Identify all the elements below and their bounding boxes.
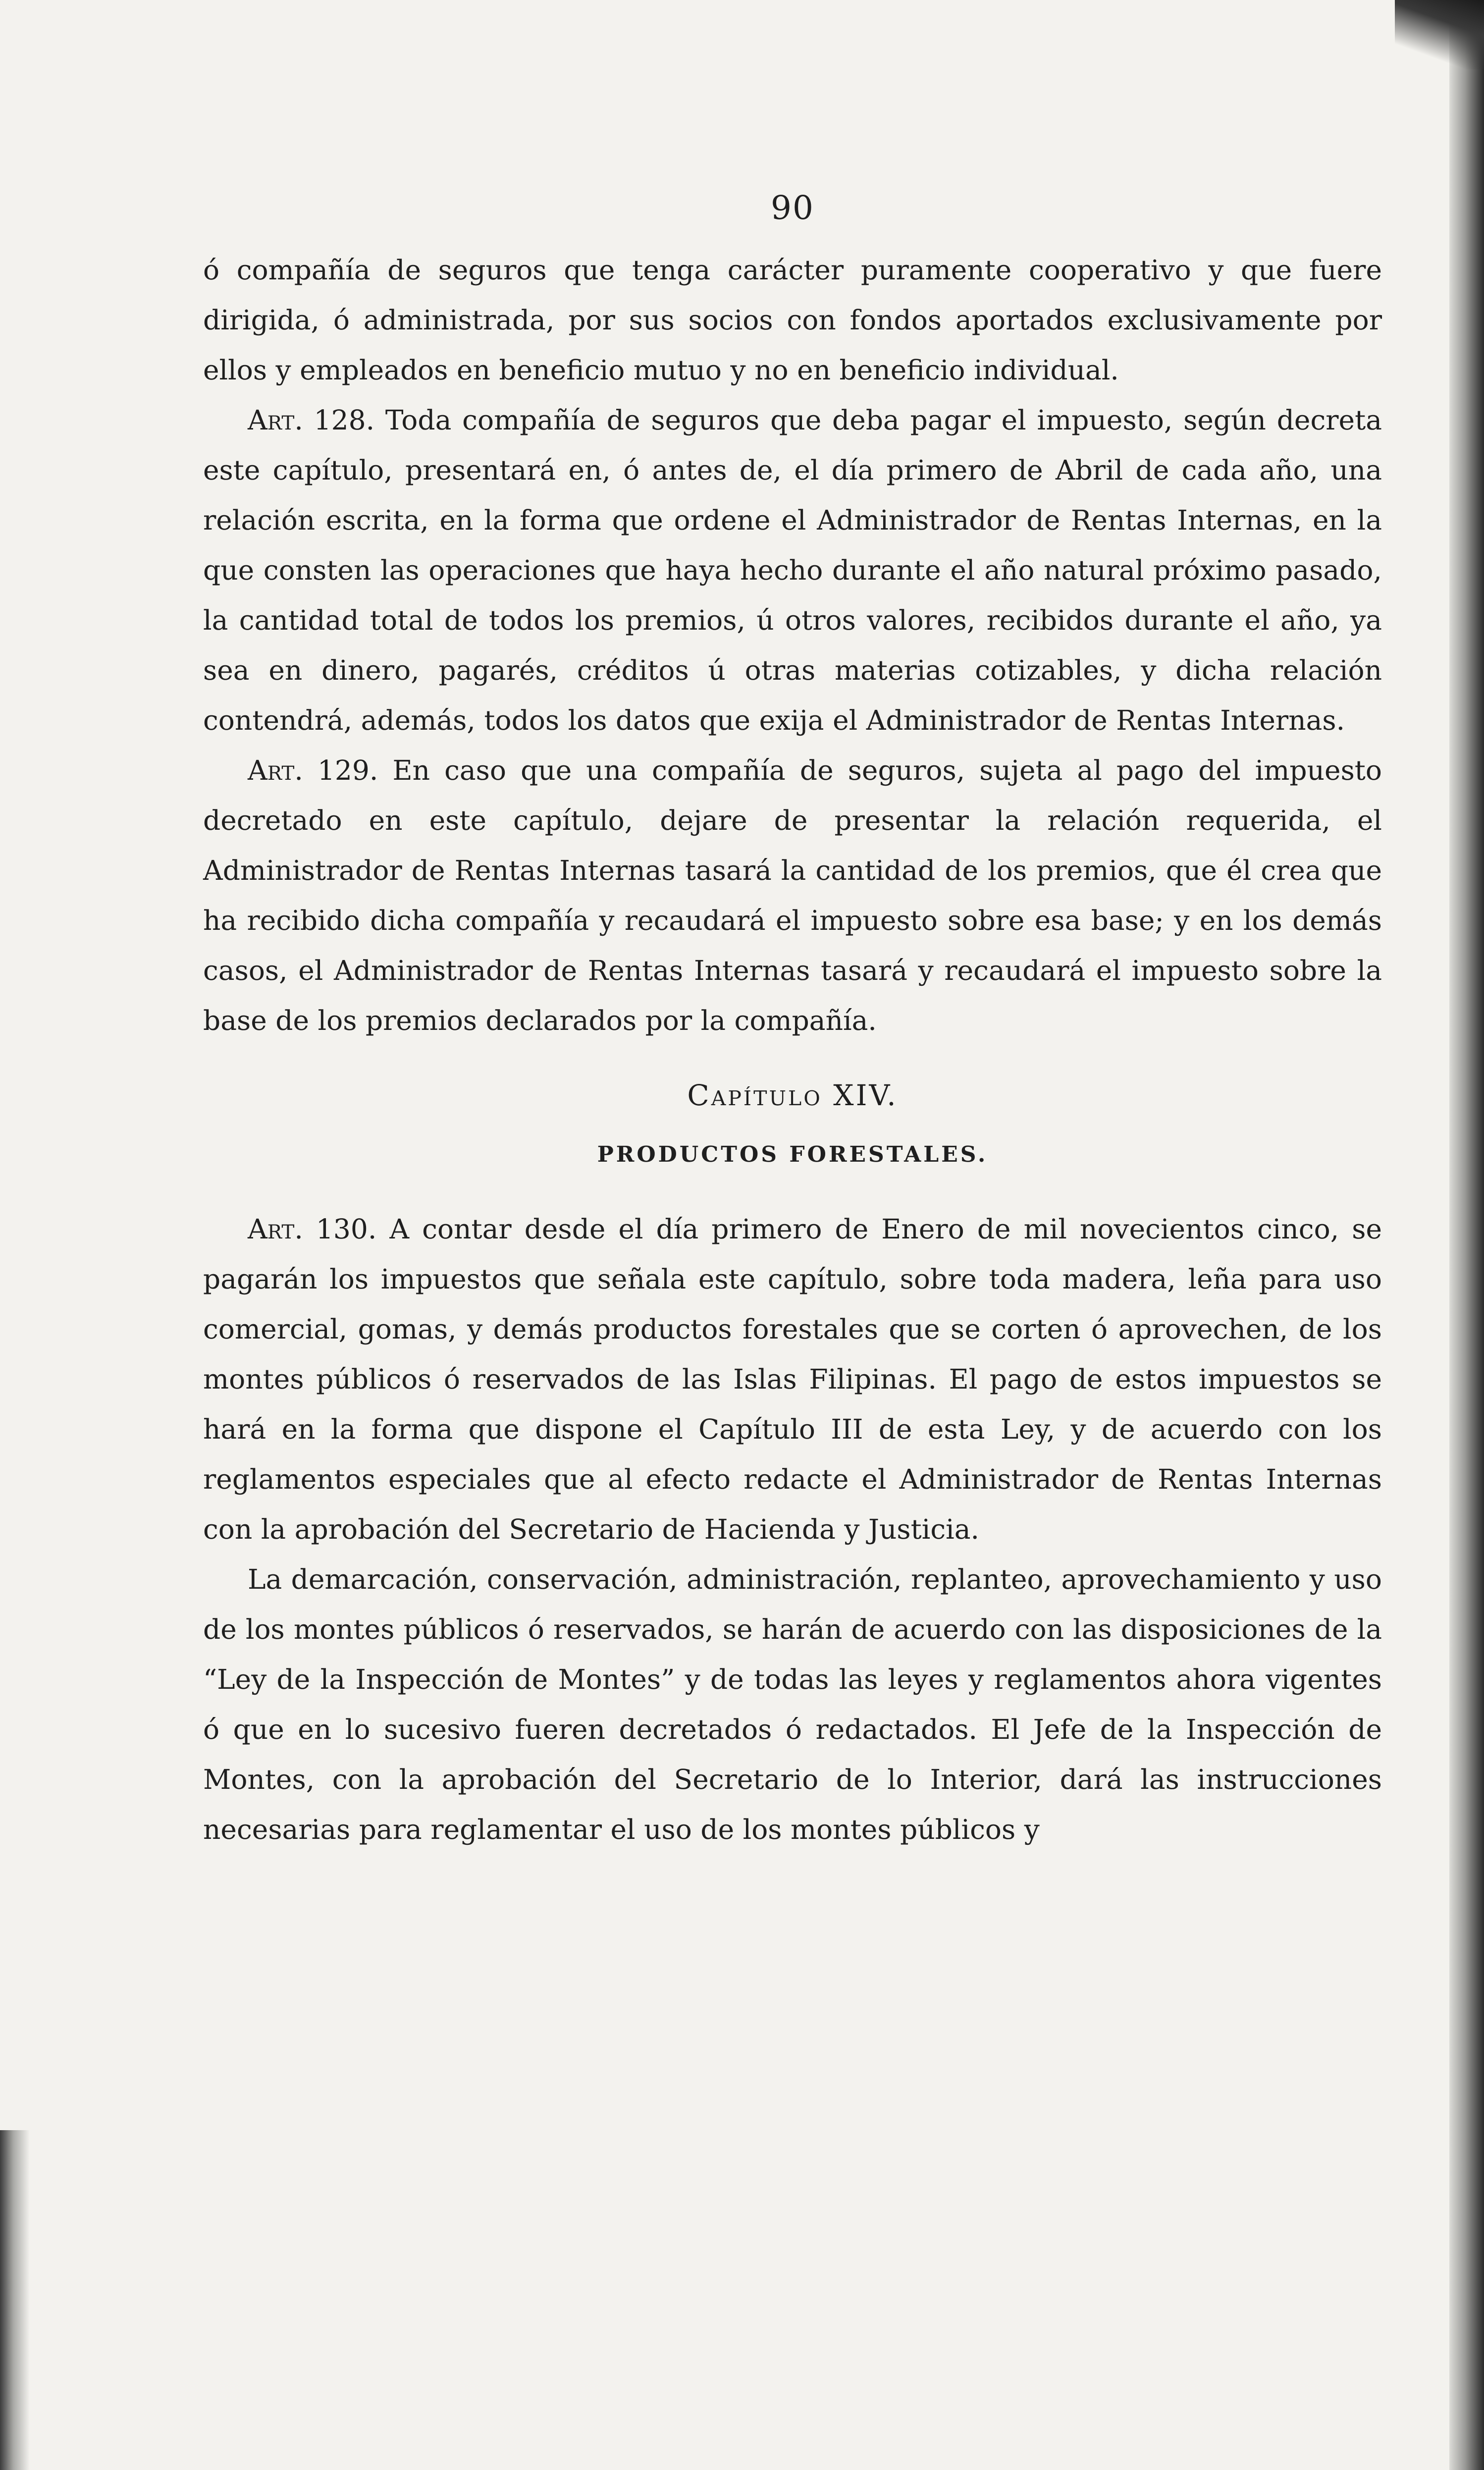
article-label: Art. 129. [248,754,378,786]
article-text: A contar desde el día primero de Enero de mil novecientos cinco, se pagarán los impuestos que señala este capítulo, sobre toda madera, leña para uso comercial, gomas, y demás productos forestales que se corten ó aprovechen, de los montes públicos ó reservados de las Islas Filipinas. El pago de estos impuestos se hará en la forma que dispone el Capítulo III de esta Ley, y de acuerdo con los reglamentos especiales que al efecto redacte el Administrador de Rentas Internas con la aprobación del Secretario de Hacienda y Justicia. [203,1213,1382,1545]
chapter-title: Capítulo XIV. [687,1078,898,1112]
article-129 [203,746,1382,1046]
paragraph-continuation: ó compañía de seguros que tenga carácter puramente cooperativo y que fuere dirigida, ó administrada, por sus socios con fondos aportados exclusivamente por ellos y empleados en beneficio mutuo y no en beneficio individual. [203,254,1382,386]
page-corner-shadow [1395,0,1484,69]
page-text [203,188,1382,1855]
paragraph-forest-management: La demarcación, conservación, administración, replanteo, aprovechamiento y uso de los montes públicos ó reservados, se harán de acuerdo con las disposiciones de la “Ley de la Inspección de Montes” y de todas las leyes y reglamentos ahora vigentes ó que en lo sucesivo fueren decretados ó redactados. El Jefe de la Inspección de Montes, con la aprobación del Secretario de lo Interior, dará las instrucciones necesarias para reglamentar el uso de los montes públicos y [203,1563,1382,1845]
article-label: Art. 130. [248,1213,377,1245]
page-number: 90 [771,189,814,227]
chapter-subtitle: PRODUCTOS FORESTALES. [597,1142,988,1167]
article-130 [203,1204,1382,1555]
article-128 [203,395,1382,746]
page-edge-shadow-right [1449,0,1484,2470]
article-label: Art. 128. [248,404,375,436]
page-edge-shadow-left [0,2130,30,2470]
article-text: Toda compañía de seguros que deba pagar el impuesto, según decreta este capítulo, presentará en, ó antes de, el día primero de Abril de cada año, una relación escrita, en la forma que ordene el Administrador de Rentas Internas, en la que consten las operaciones que haya hecho durante el año natural próximo pasado, la cantidad total de todos los premios, ú otros valores, recibidos durante el año, ya sea en dinero, pagarés, créditos ú otras materias cotizables, y dicha relación contendrá, además, todos los datos que exija el Administrador de Rentas Internas. [203,404,1382,736]
article-text: En caso que una compañía de seguros, sujeta al pago del impuesto decretado en este capítulo, dejare de presentar la relación requerida, el Administrador de Rentas Internas tasará la cantidad de los premios, que él crea que ha recibido dicha compañía y recaudará el impuesto sobre esa base; y en los demás casos, el Administrador de Rentas Internas tasará y recaudará el impuesto sobre la base de los premios declarados por la compañía. [203,754,1382,1036]
